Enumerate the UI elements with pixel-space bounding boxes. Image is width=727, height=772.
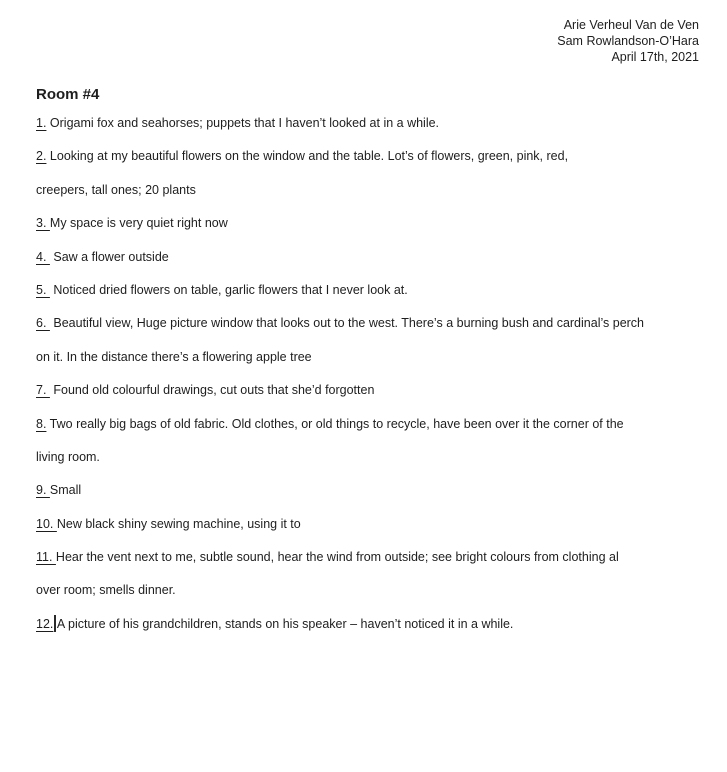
line-text: Found old colourful drawings, cut outs that she’d forgotten bbox=[49, 383, 375, 398]
document-line bbox=[36, 574, 701, 607]
list-number: 11. bbox=[36, 550, 56, 565]
document-line bbox=[36, 541, 701, 574]
text-cursor bbox=[54, 615, 56, 632]
document-line bbox=[36, 474, 701, 507]
header-author-2: Sam Rowlandson-O’Hara bbox=[557, 34, 699, 48]
line-text: living room. bbox=[36, 449, 100, 464]
line-text: Small bbox=[49, 483, 82, 498]
line-text: Beautiful view, Huge picture window that looks out to the west. There’s a burning bush and cardinal’s perch bbox=[49, 316, 645, 331]
line-text: on it. In the distance there’s a flowering apple tree bbox=[36, 349, 312, 364]
document-line bbox=[36, 508, 701, 541]
document-line bbox=[36, 341, 701, 374]
line-text: Looking at my beautiful flowers on the window and the table. Lot’s of flowers, green, pink, red, bbox=[46, 149, 569, 164]
list-number: 1. bbox=[36, 116, 47, 130]
line-text: My space is very quiet right now bbox=[49, 216, 228, 231]
line-text: over room; smells dinner. bbox=[36, 583, 176, 598]
document-line bbox=[36, 374, 701, 407]
line-text: New black shiny sewing machine, using it to bbox=[56, 516, 301, 531]
document-title: Room #4 bbox=[36, 86, 100, 103]
line-text: Saw a flower outside bbox=[49, 249, 169, 264]
list-number: 8. bbox=[36, 416, 47, 431]
header-author-1: Arie Verheul Van de Ven bbox=[563, 18, 699, 32]
document-line bbox=[36, 274, 701, 307]
document-line bbox=[36, 207, 701, 240]
list-number: 6. bbox=[36, 316, 50, 331]
line-text: Origami fox and seahorses; puppets that I haven’t looked at in a while. bbox=[46, 116, 440, 130]
list-number: 10. bbox=[36, 516, 57, 531]
list-number: 2. bbox=[36, 149, 47, 164]
line-text: Noticed dried flowers on table, garlic flowers that I never look at. bbox=[49, 282, 408, 297]
document-header bbox=[0, 0, 727, 65]
list-number: 12. bbox=[36, 616, 54, 631]
line-text: A picture of his grandchildren, stands on his speaker – haven’t noticed it in a while. bbox=[56, 616, 514, 631]
list-number: 9. bbox=[36, 483, 50, 498]
document-line bbox=[36, 140, 701, 173]
line-text: Hear the vent next to me, subtle sound, hear the wind from outside; see bright colours from clothing al bbox=[55, 550, 619, 565]
document-line bbox=[36, 408, 701, 441]
document-line bbox=[36, 107, 701, 140]
header-date: April 17th, 2021 bbox=[611, 50, 699, 64]
list-number: 3. bbox=[36, 216, 50, 231]
line-text: creepers, tall ones; 20 plants bbox=[36, 182, 196, 197]
document-line bbox=[36, 241, 701, 274]
list-number: 5. bbox=[36, 282, 50, 297]
document-line bbox=[36, 174, 701, 207]
list-number: 7. bbox=[36, 383, 50, 398]
document-line bbox=[36, 307, 701, 340]
list-number: 4. bbox=[36, 249, 50, 264]
document-body[interactable] bbox=[36, 107, 701, 641]
document-line bbox=[36, 608, 701, 641]
document-line bbox=[36, 441, 701, 474]
line-text: Two really big bags of old fabric. Old clothes, or old things to recycle, have been over it the corner of the bbox=[46, 416, 624, 431]
